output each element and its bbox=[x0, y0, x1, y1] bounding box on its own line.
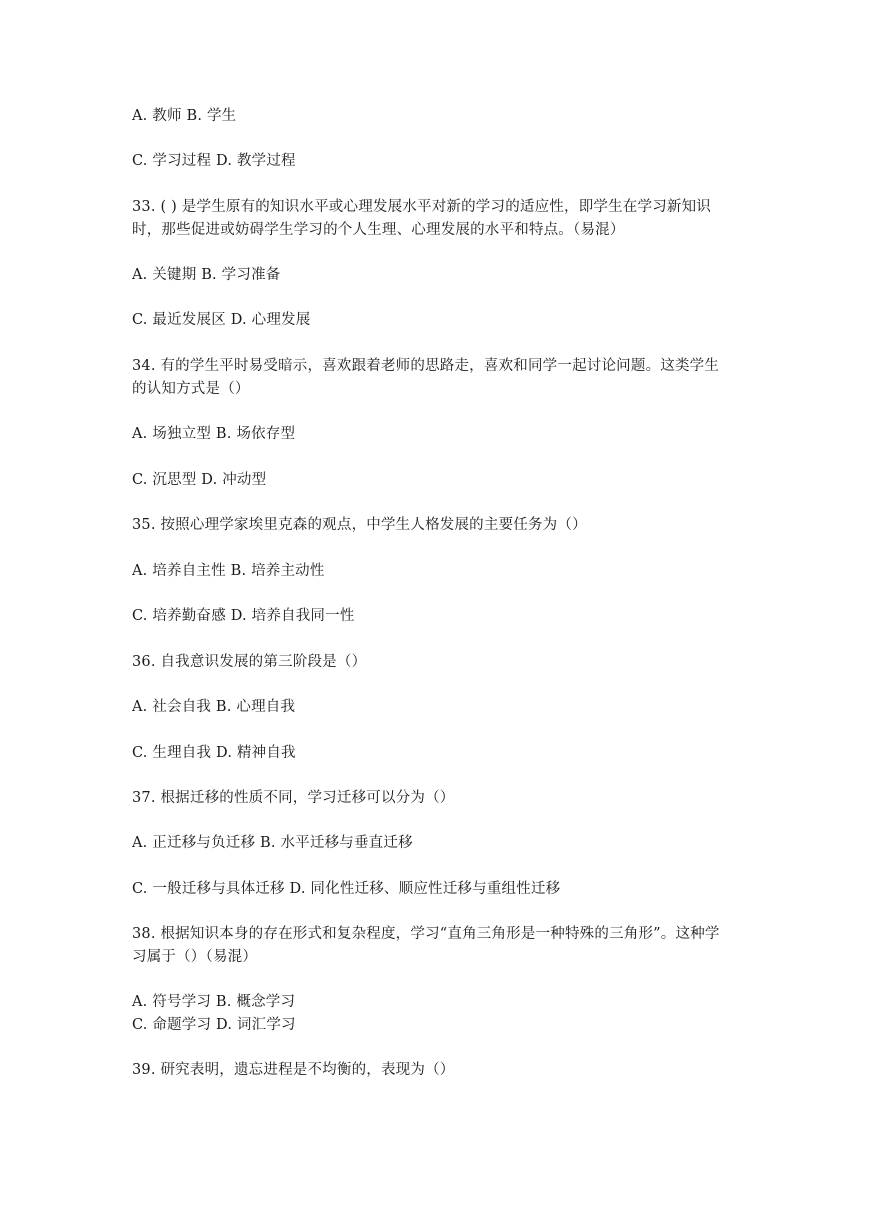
option-line-a-b: A. 教师 B. 学生 bbox=[132, 108, 237, 124]
question-38-text-cont: 习属于（）（易混） bbox=[132, 949, 258, 965]
question-33-text: 33. ( ) 是学生原有的知识水平或心理发展水平对新的学习的适应性，即学生在学习新知识 bbox=[132, 199, 711, 215]
question-33-options-c-d: C. 最近发展区 D. 心理发展 bbox=[132, 312, 311, 328]
question-33-options-a-b: A. 关键期 B. 学习准备 bbox=[132, 267, 281, 283]
question-38-options-a-b: A. 符号学习 B. 概念学习 bbox=[132, 994, 296, 1010]
question-35-options-a-b: A. 培养自主性 B. 培养主动性 bbox=[132, 563, 325, 579]
question-36-options-a-b: A. 社会自我 B. 心理自我 bbox=[132, 699, 296, 715]
question-34-options-c-d: C. 沉思型 D. 冲动型 bbox=[132, 472, 267, 488]
question-38-text: 38. 根据知识本身的存在形式和复杂程度，学习“直角三角形是一种特殊的三角形”。这种学 bbox=[132, 926, 720, 942]
question-36-text: 36. 自我意识发展的第三阶段是（） bbox=[132, 654, 367, 670]
question-37-options-c-d: C. 一般迁移与具体迁移 D. 同化性迁移、顺应性迁移与重组性迁移 bbox=[132, 881, 561, 897]
question-33-text-cont: 时，那些促进或妨碍学生学习的个人生理、心理发展的水平和特点。（易混） bbox=[132, 222, 625, 238]
question-38-options-c-d: C. 命题学习 D. 词汇学习 bbox=[132, 1017, 296, 1033]
question-37-options-a-b: A. 正迁移与负迁移 B. 水平迁移与垂直迁移 bbox=[132, 835, 413, 851]
question-34-options-a-b: A. 场独立型 B. 场依存型 bbox=[132, 426, 296, 442]
question-35-options-c-d: C. 培养勤奋感 D. 培养自我同一性 bbox=[132, 608, 355, 624]
question-39-text: 39. 研究表明，遗忘进程是不均衡的，表现为（） bbox=[132, 1062, 455, 1078]
question-36-options-c-d: C. 生理自我 D. 精神自我 bbox=[132, 745, 296, 761]
question-35-text: 35. 按照心理学家埃里克森的观点，中学生人格发展的主要任务为（） bbox=[132, 517, 587, 533]
question-34-text: 34. 有的学生平时易受暗示，喜欢跟着老师的思路走，喜欢和同学一起讨论问题。这类学生 bbox=[132, 358, 720, 374]
option-line-c-d: C. 学习过程 D. 教学过程 bbox=[132, 153, 296, 169]
question-37-text: 37. 根据迁移的性质不同，学习迁移可以分为（） bbox=[132, 790, 455, 806]
question-34-text-cont: 的认知方式是（） bbox=[132, 381, 250, 397]
